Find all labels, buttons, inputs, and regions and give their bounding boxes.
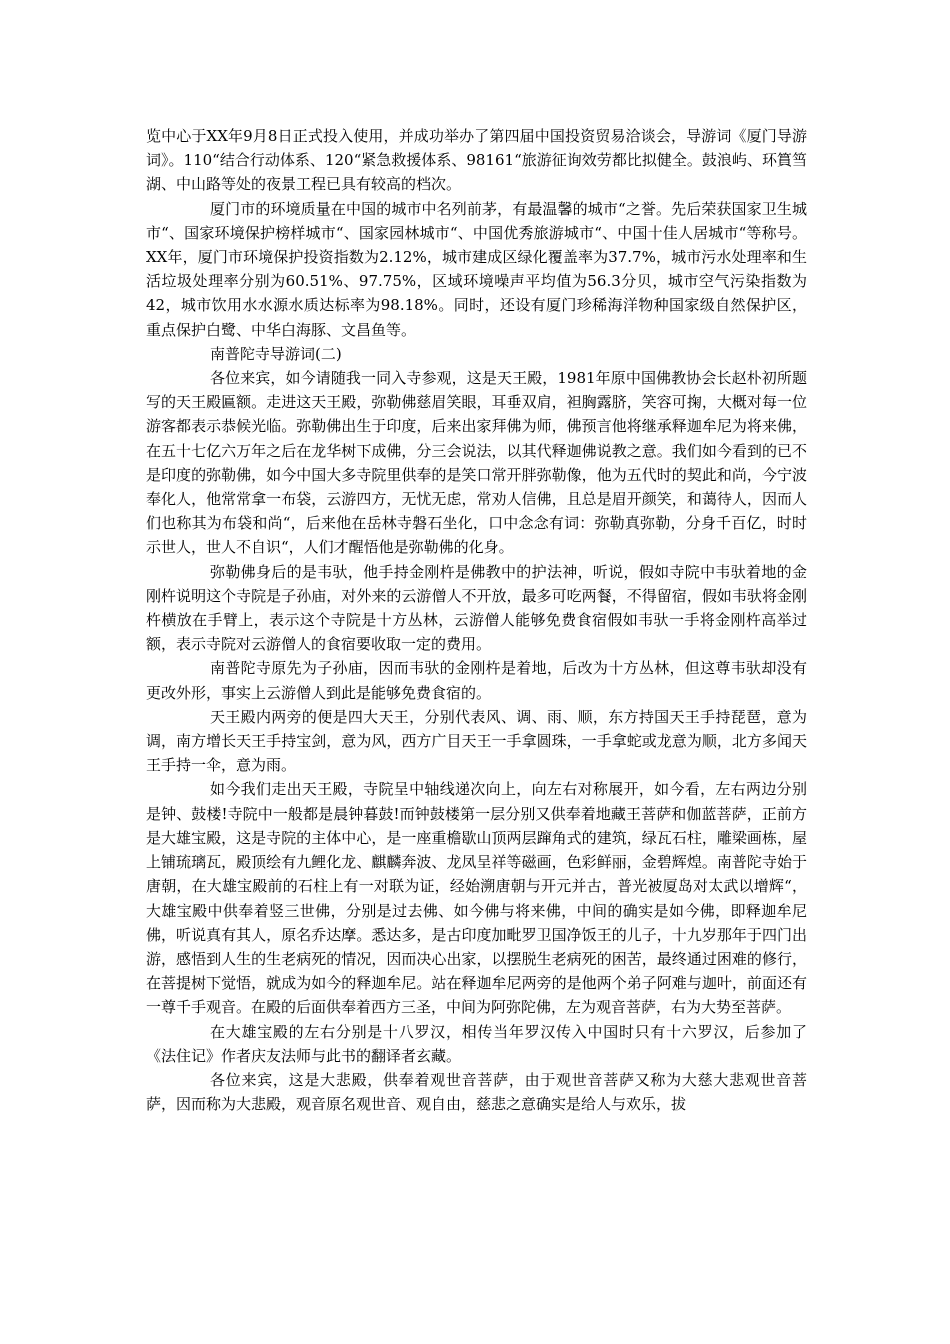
section-heading: 南普陀寺导游词(二) [210, 344, 342, 363]
paragraph-weituo: 弥勒佛身后的是韦驮，他手持金刚杵是佛教中的护法神，听说，假如寺院中韦驮着地的金刚杵说明这个寺院是子孙庙，对外来的云游僧人不开放，最多可吃两餐，不得留宿，假如韦驮将金刚杵横放在手臂上，表示这个寺院是十方丛林，云游僧人能够免费食宿假如韦驮一手将金刚杵高举过额，表示寺院对云游僧人的食宿要收取一定的费用。 [146, 562, 807, 654]
paragraph-daxiong-hall: 如今我们走出天王殿，寺院呈中轴线递次向上，向左右对称展开，如今看，左右两边分别是钟、鼓楼!寺院中一般都是晨钟暮鼓!而钟鼓楼第一层分别又供奉着地藏王菩萨和伽蓝菩萨，正前方是大雄宝殿，这是寺院的主体中心，是一座重檐歇山顶两层蹿角式的建筑，绿瓦石柱，雕梁画栋，屋上铺琉璃瓦，殿顶绘有九鲤化龙、麒麟奔波、龙凤呈祥等磁画，色彩鲜丽，金碧辉煌。南普陀寺始于唐朝，在大雄宝殿前的石柱上有一对联为证，经始溯唐朝与开元并古，普光被厦岛对太武以增辉“，大雄宝殿中供奉着竖三世佛，分别是过去佛、如今佛与将来佛，中间的确实是如今佛，即释迦牟尼佛，听说真有其人，原名乔达摩。悉达多，是古印度加毗罗卫国净饭王的儿子，十九岁那年于四门出游，感悟到人生的生老病死的情况，因而决心出家，以摆脱生老病死的困苦，最终通过困难的修行，在菩提树下觉悟，就成为如今的释迦牟尼。站在释迦牟尼两旁的是他两个弟子阿难与迦叶，前面还有一尊千手观音。在殿的后面供奉着西方三圣，中间为阿弥陀佛，左为观音菩萨，右为大势至菩萨。 [146, 780, 807, 1017]
paragraph-nanputuo-origin: 南普陀寺原先为子孙庙，因而韦驮的金刚杵是着地，后改为十方丛林，但这尊韦驮却没有更改外形，事实上云游僧人到此是能够免费食宿的。 [146, 659, 807, 702]
paragraph-four-kings: 天王殿内两旁的便是四大天王，分别代表风、调、雨、顺，东方持国天王手持琵琶，意为调，南方增长天王手持宝剑，意为风，西方广目天王一手拿圆珠，一手拿蛇或龙意为顺，北方多闻天王手持一伞，意为雨。 [146, 707, 807, 775]
paragraph-tianwang-hall: 各位来宾，如今请随我一同入寺参观，这是天王殿，1981年原中国佛教协会长赵朴初所题写的天王殿匾额。走进这天王殿，弥勒佛慈眉笑眼，耳垂双肩，袒胸露脐，笑容可掬，大概对每一位游客都表示恭候光临。弥勒佛出生于印度，后来出家拜佛为师，佛预言他将继承释迦牟尼为将来佛，在五十七亿六万年之后在龙华树下成佛，分三会说法，以其代释迦佛说教之意。我们如今看到的已不是印度的弥勒佛，如今中国大多寺院里供奉的是笑口常开胖弥勒像，他为五代时的契此和尚，今宁波奉化人，他常常拿一布袋，云游四方，无忧无虑，常劝人信佛，且总是眉开颜笑，和蔼待人，因而人们也称其为布袋和尚“，后来他在岳林寺磐石坐化，口中念念有词：弥勒真弥勒，分身千百亿，时时示世人，世人不自识“，人们才醒悟他是弥勒佛的化身。 [146, 369, 807, 557]
paragraph-dabei-hall: 各位来宾，这是大悲殿，供奉着观世音菩萨，由于观世音菩萨又称为大慈大悲观世音菩萨，因而称为大悲殿，观音原名观世音、观自由，慈悲之意确实是给人与欢乐，拔 [146, 1070, 807, 1114]
paragraph-environment: 厦门市的环境质量在中国的城市中名列前茅，有最温馨的城市“之誉。先后荣获国家卫生城市“、国家环境保护榜样城市“、国家园林城市“、中国优秀旅游城市“、中国十佳人居城市“等称号。XX年，厦门市环境保护投资指数为2.12%，城市建成区绿化覆盖率为37.7%，城市污水处理率和生活垃圾处理率分别为60.51%、97.75%，区域环境噪声平均值为56.3分贝，城市空气污染指数为42，城市饮用水水源水质达标率为98.18%。同时，还设有厦门珍稀海洋物种国家级自然保护区，重点保护白鹭、中华白海豚、文昌鱼等。 [146, 199, 807, 339]
document-body [146, 124, 807, 1116]
paragraph-expo-center: 览中心于XX年9月8日正式投入使用，并成功举办了第四届中国投资贸易洽谈会，导游词《厦门导游词》。110“结合行动体系、120“紧急救援体系、98161“旅游征询效劳都比拟健全。鼓浪屿、环篔筜湖、中山路等处的夜景工程已具有较高的档次。 [146, 127, 807, 194]
paragraph-eighteen-arhats: 在大雄宝殿的左右分别是十八罗汉，相传当年罗汉传入中国时只有十六罗汉，后参加了《法住记》作者庆友法师与此书的翻译者玄藏。 [146, 1022, 807, 1065]
